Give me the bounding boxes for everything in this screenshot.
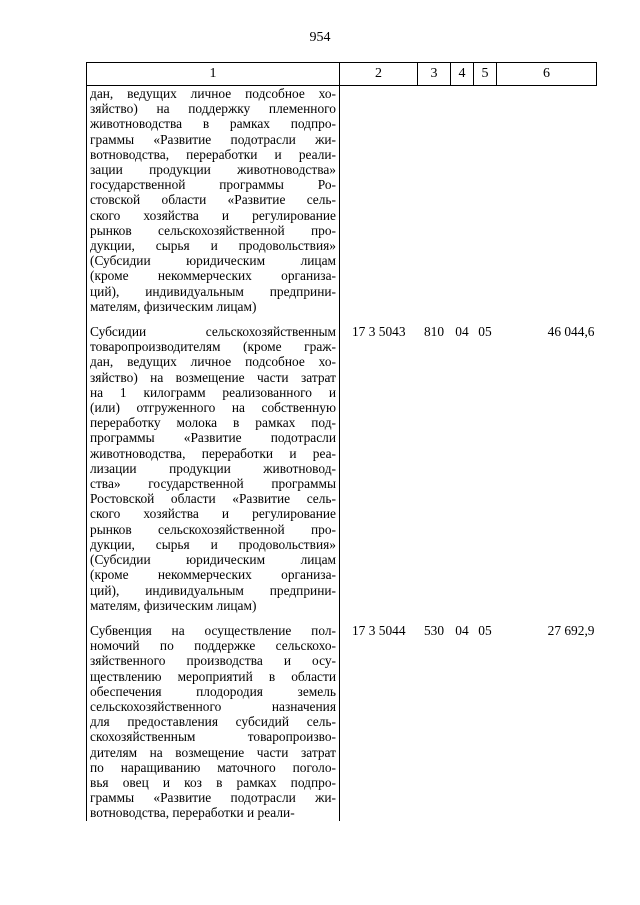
description-line: животноводства, переработки и реа- (90, 445, 336, 461)
table-row (87, 324, 597, 613)
description-line: вья овец и коз в рамках подпро- (90, 774, 336, 790)
amount-value: 27 692,9 (547, 622, 595, 638)
description-line: скохозяйственным товаропроизво- (90, 729, 336, 745)
description-line: рынков сельскохозяйственной про- (90, 222, 336, 238)
description-line: ций), индивидуальным предприни- (90, 283, 336, 299)
expense-type-code: 810 (423, 324, 445, 340)
description-line: ства» государственной программы (90, 476, 336, 492)
spacer-cell (474, 613, 497, 623)
description-line: граммы «Развитие подотрасли жи- (90, 131, 336, 147)
description-line: (Субсидии юридическим лицам (90, 253, 336, 269)
page-number: 954 (309, 30, 331, 45)
row-description (87, 324, 340, 613)
description-line: животноводства в рамках подпро- (90, 116, 336, 132)
description-line: рынков сельскохозяйственной про- (90, 521, 336, 537)
description-line: дукции, сырья и продовольствия» (90, 536, 336, 552)
table-header (87, 63, 597, 86)
table-body (87, 86, 597, 821)
row-description (87, 86, 340, 315)
description-line: лизации продукции животновод- (90, 460, 336, 476)
description-line: вотноводства, переработки и реали- (90, 146, 336, 162)
section-code (451, 86, 474, 315)
description-line: стовской области «Развитие сель- (90, 192, 336, 208)
description-line: переработку молока в рамках под- (90, 415, 336, 431)
header-col-5: 5 (474, 63, 497, 86)
description-line: программы «Развитие подотрасли (90, 430, 336, 446)
spacer-cell (451, 613, 474, 623)
budget-table (86, 62, 597, 821)
description-line: Ростовской области «Развитие сель- (90, 491, 336, 507)
spacer-cell (451, 314, 474, 324)
description-line: ского хозяйства и регулирование (90, 207, 336, 223)
spacer-cell (497, 613, 597, 623)
description-line: (кроме некоммерческих организа- (90, 567, 336, 583)
header-col-3: 3 (418, 63, 451, 86)
header-col-4: 4 (451, 63, 474, 86)
description-line: ского хозяйства и регулирование (90, 506, 336, 522)
subsection-code: 05 (478, 324, 492, 340)
description-line: Субсидии сельскохозяйственным (90, 324, 336, 340)
target-article-code: 17 3 5044 (351, 622, 406, 638)
description-line: дукции, сырья и продовольствия» (90, 238, 336, 254)
target-article-code (340, 86, 418, 315)
description-line: по наращиванию маточного поголо- (90, 759, 336, 775)
description-line: товаропроизводителям (кроме граж- (90, 339, 336, 355)
description-line: (кроме некоммерческих организа- (90, 268, 336, 284)
header-col-6: 6 (497, 63, 597, 86)
description-line: мателям, физическим лицам) (90, 298, 257, 314)
description-line: мателям, физическим лицам) (90, 597, 257, 613)
spacer-cell (87, 314, 340, 324)
row-description (87, 623, 340, 821)
header-col-1: 1 (87, 63, 340, 86)
row-spacer (87, 314, 597, 324)
description-line: (Субсидии юридическим лицам (90, 552, 336, 568)
description-line: ций), индивидуальным предприни- (90, 582, 336, 598)
expense-type-code (418, 86, 451, 315)
spacer-cell (474, 314, 497, 324)
amount-value (497, 86, 597, 315)
table-row (87, 86, 597, 315)
description-line: зяйственного производства и осу- (90, 653, 336, 669)
description-line: дителям на возмещение части затрат (90, 744, 336, 760)
section-code: 04 (455, 622, 469, 638)
description-line: на 1 килограмм реализованного и (90, 384, 336, 400)
subsection-code: 05 (478, 622, 492, 638)
description-line: дан, ведущих личное подсобное хо- (90, 86, 336, 101)
spacer-cell (418, 613, 451, 623)
description-line: зации продукции животноводства» (90, 162, 336, 178)
header-row (87, 63, 597, 86)
description-line: ществлению мероприятий в области (90, 668, 336, 684)
description-line: (или) отгруженного на собственную (90, 400, 336, 416)
description-line: дан, ведущих личное подсобное хо- (90, 354, 336, 370)
description-line: номочий по поддержке сельскохо- (90, 638, 336, 654)
expense-type-code: 530 (423, 622, 445, 638)
description-line: зяйство) на возмещение части затрат (90, 369, 336, 385)
table-row (87, 623, 597, 821)
description-line: Субвенция на осуществление пол- (90, 622, 336, 638)
header-col-2: 2 (340, 63, 418, 86)
target-article-code: 17 3 5043 (351, 324, 406, 340)
description-line: государственной программы Ро- (90, 177, 336, 193)
description-line: вотноводства, переработки и реали- (90, 805, 295, 821)
description-line: зяйство) на поддержку племенного (90, 101, 336, 117)
spacer-cell (340, 314, 418, 324)
spacer-cell (497, 314, 597, 324)
section-code: 04 (455, 324, 469, 340)
subsection-code (474, 86, 497, 315)
amount-value: 46 044,6 (547, 324, 595, 340)
description-line: сельскохозяйственного назначения (90, 698, 336, 714)
spacer-cell (418, 314, 451, 324)
description-line: для предоставления субсидий сель- (90, 714, 336, 730)
description-line: обеспечения плодородия земель (90, 683, 336, 699)
spacer-cell (340, 613, 418, 623)
row-spacer (87, 613, 597, 623)
description-line: граммы «Развитие подотрасли жи- (90, 790, 336, 806)
spacer-cell (87, 613, 340, 623)
